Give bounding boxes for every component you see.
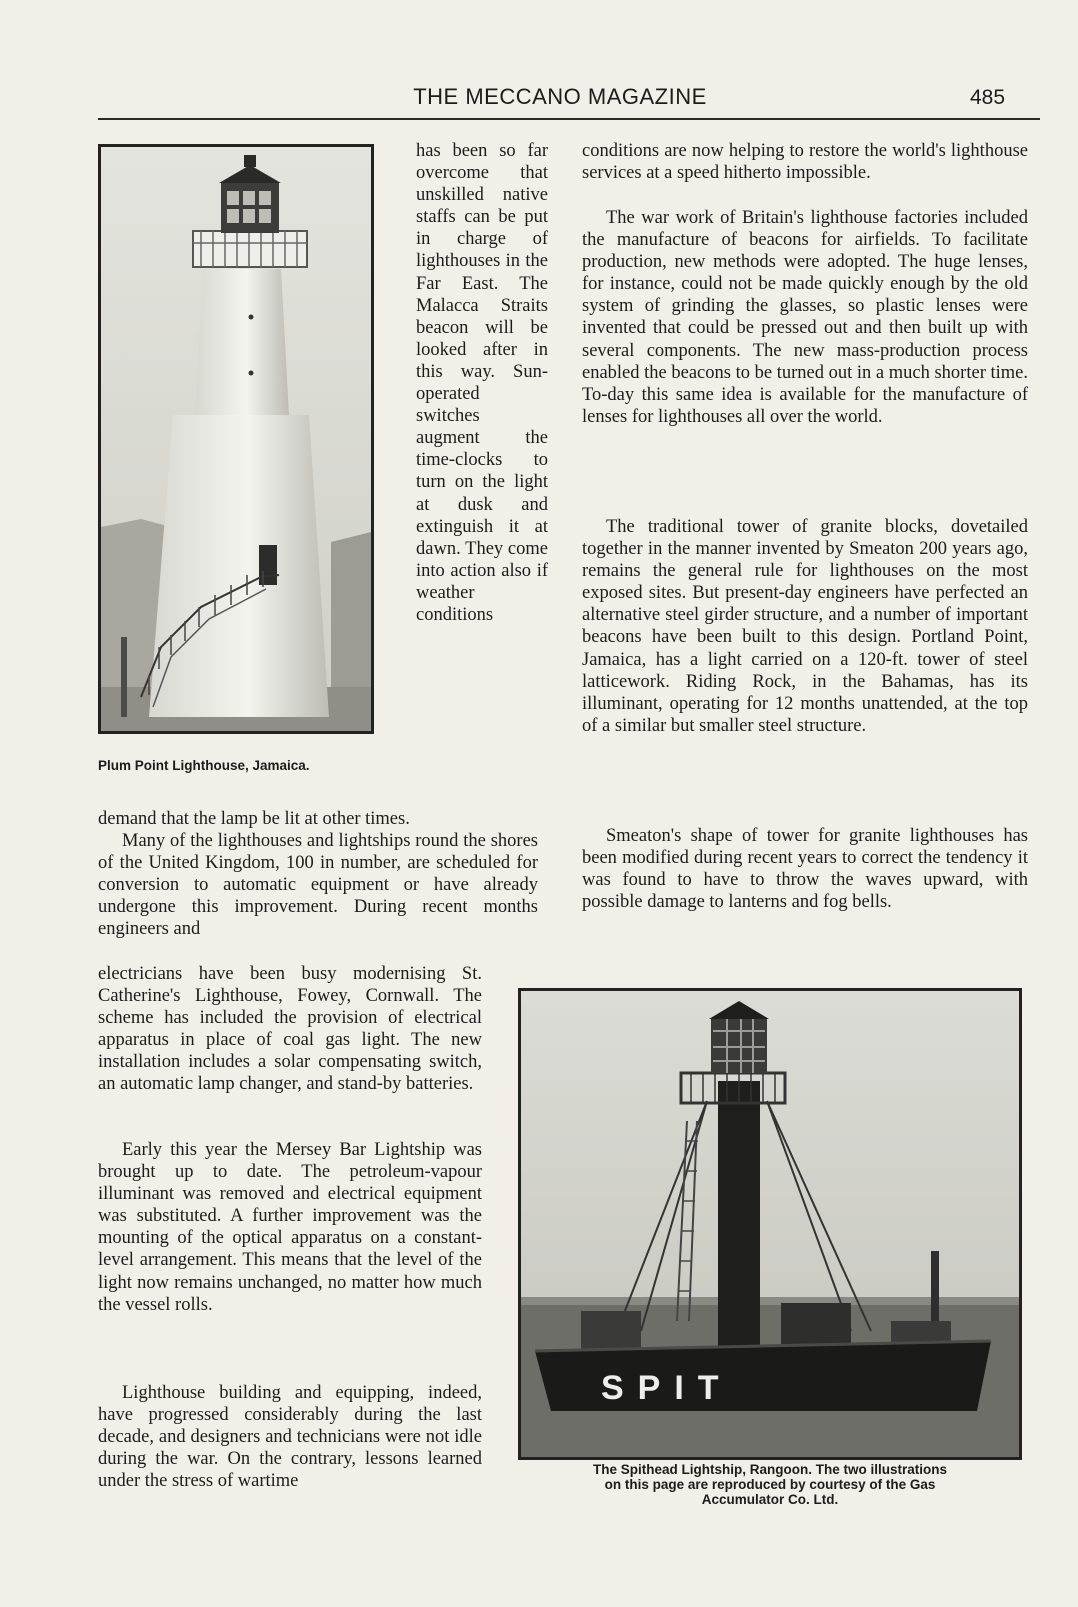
left-para-3: Early this year the Mersey Bar Lightship was brought up to date. The petroleum-vapour illuminant was removed and electrical equipment was substituted. A further improvement was the mounting of the optical apparatus on a constant-level arrangement. This means that the level of the light now remains unchanged, no matter how much the vessel rolls. — [98, 1140, 482, 1315]
lightship-caption — [518, 1462, 1022, 1507]
lightship-caption-line-3: Accumulator Co. Ltd. — [701, 1492, 839, 1507]
right-para-3: The traditional tower of granite blocks, dovetailed together in the manner invented by Smeaton 200 years ago, remains the general rule for lighthouses on the most exposed sites. But present-day engineers have perfected an alternative steel girder structure, and a number of important beacons have been built to this design. Portland Point, Jamaica, has a light carried on a 120-ft. tower of steel latticework. Riding Rock, in the Bahamas, has its illuminant, operating for 12 months unattended, at the top of a similar but smaller steel structure. — [582, 517, 1028, 736]
narrow-column-text: has been so far overcome that unskilled native staffs can be put in charge of lighthouses in the Far East. The Malacca Straits beacon will be looked after in this way. Sun-operated switches augment the time-clocks to turn on the light at dusk and extinguish it at dawn. They come into action also if weather conditions — [416, 141, 548, 625]
right-para-4: Smeaton's shape of tower for granite lighthouses has been modified during recent years to correct the tendency it was found to have to throw the waves upward, with possible damage to lanterns and fog bells. — [582, 826, 1028, 913]
lightship-caption-line-2: on this page are reproduced by courtesy of the Gas — [604, 1477, 936, 1492]
lightship-photo — [518, 988, 1022, 1460]
lighthouse-photo — [98, 144, 374, 734]
right-para-2: The war work of Britain's lighthouse factories included the manufacture of beacons for airfields. To facilitate production, new methods were adopted. The huge lenses, for instance, could not be made quickly enough by the old system of grinding the glasses, so plastic lenses were invented that could be pressed out and then built up with several components. The new mass-production process enabled the beacons to be turned out in a much shorter time. To-day this same idea is available for the manufacture of lenses for lighthouses all over the world. — [582, 208, 1028, 427]
left-para-2: Many of the lighthouses and lightships round the shores of the United Kingdom, 100 in number, are scheduled for conversion to automatic equipment or have already undergone this improvement. During recent months engineers and — [98, 831, 538, 940]
lighthouse-caption: Plum Point Lighthouse, Jamaica. — [98, 758, 310, 773]
lightship-illustration — [521, 991, 1019, 1457]
ship-hull-lettering: SPIT — [601, 1369, 733, 1407]
lighthouse-illustration — [101, 147, 371, 731]
left-para-2-continued: electricians have been busy modernising St. Catherine's Lighthouse, Fowey, Cornwall. The scheme has included the provision of electrical apparatus in place of coal gas light. The new installation includes a solar compensating switch, an automatic lamp changer, and stand-by batteries. — [98, 964, 482, 1095]
header-rule — [98, 118, 1040, 120]
page-number: 485 — [970, 86, 1006, 109]
magazine-title: THE MECCANO MAGAZINE — [413, 84, 707, 109]
left-para-4: Lighthouse building and equipping, indeed, have progressed considerably during the last decade, and designers and technicians were not idle during the war. On the contrary, lessons learned under the stress of wartime — [98, 1383, 482, 1492]
right-para-1: conditions are now helping to restore the world's lighthouse services at a speed hitherto impossible. — [582, 141, 1028, 184]
lightship-caption-line-1: The Spithead Lightship, Rangoon. The two illustrations — [593, 1462, 947, 1477]
left-para-1: demand that the lamp be lit at other times. — [98, 809, 410, 829]
